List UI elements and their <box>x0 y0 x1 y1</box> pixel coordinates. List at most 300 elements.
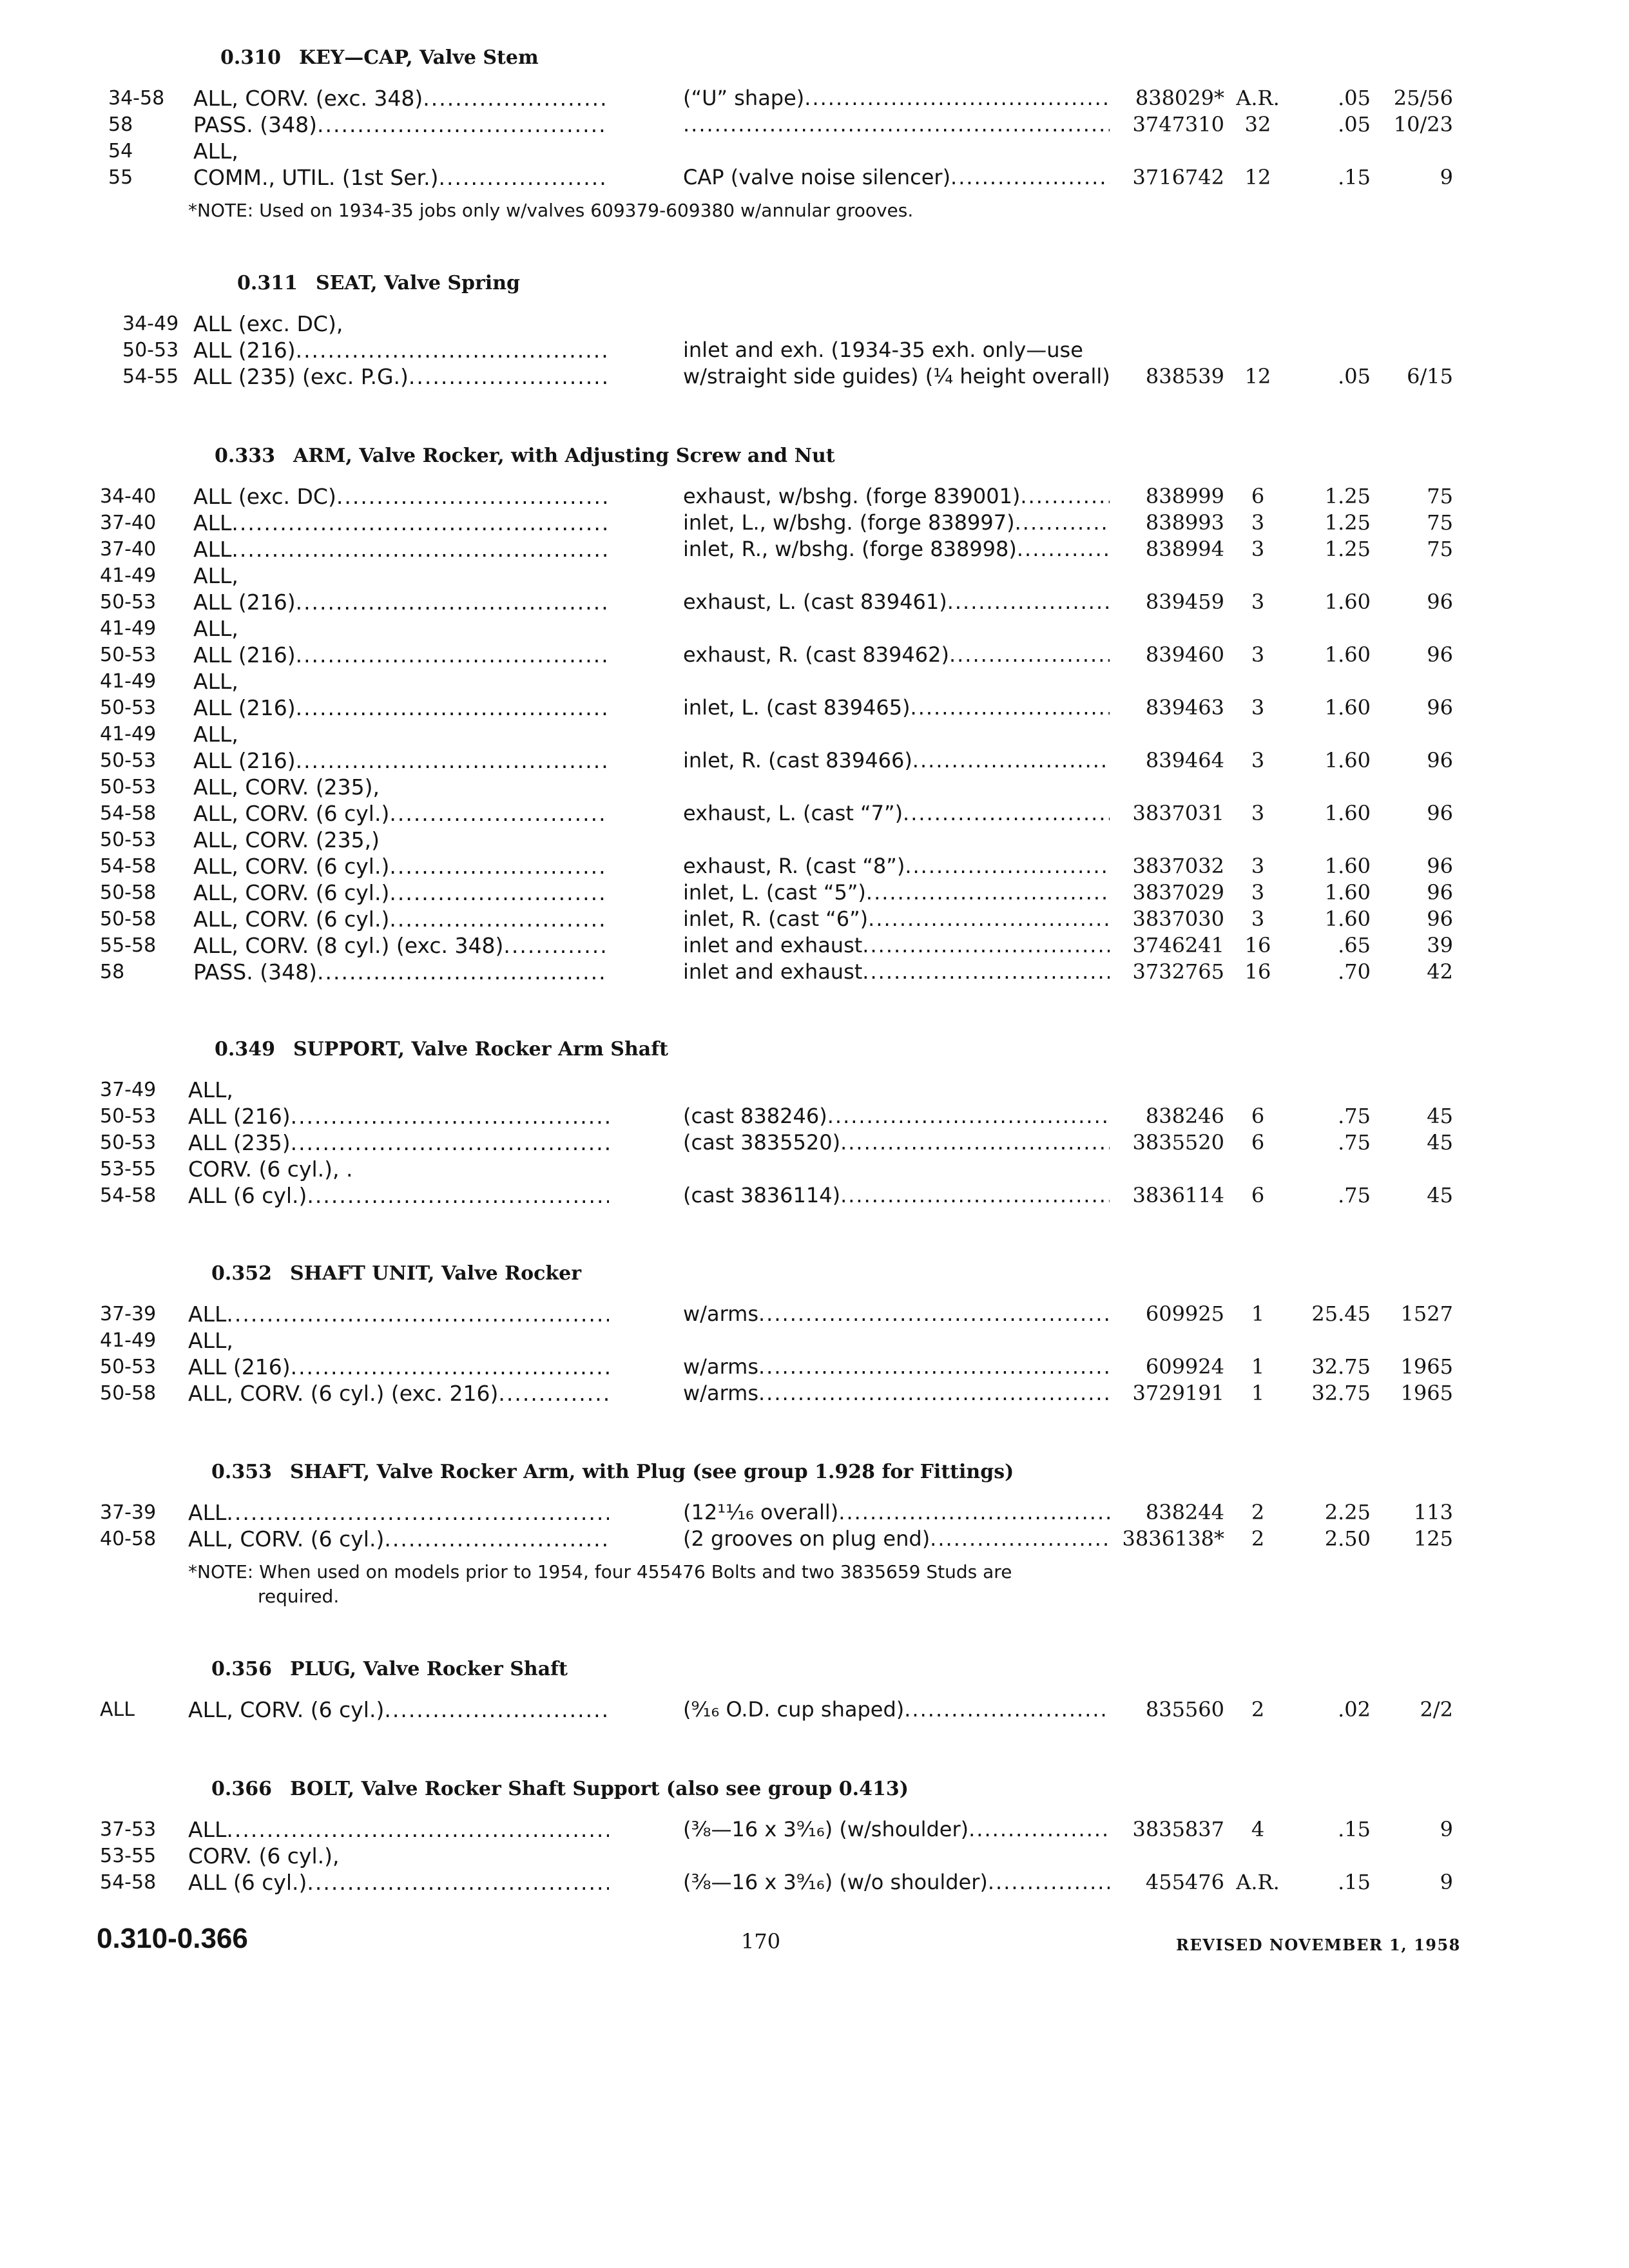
part-number: 838029* <box>1135 86 1224 110</box>
model-applicability <box>193 906 609 932</box>
net-price: 10/23 <box>1393 112 1453 137</box>
quantity: 12 <box>1244 165 1271 189</box>
part-number: 3746241 <box>1132 933 1224 957</box>
dot-leader <box>862 932 1110 959</box>
part-number: 3835520 <box>1132 1130 1224 1155</box>
dot-leader <box>226 1499 609 1526</box>
dot-leader <box>868 906 1110 932</box>
list-price: .15 <box>1338 1870 1371 1894</box>
quantity: A.R. <box>1236 86 1280 110</box>
group-title: SEAT, Valve Spring <box>315 272 520 294</box>
model-applicability-text: COMM., UTIL. (1st Ser.) <box>193 165 439 190</box>
part-number: 3716742 <box>1132 165 1224 189</box>
quantity: 32 <box>1244 112 1271 137</box>
part-description <box>683 164 1110 191</box>
dot-leader <box>827 1103 1110 1129</box>
part-number: 839464 <box>1145 748 1224 773</box>
part-description-text: inlet, L., w/bshg. (forge 838997) <box>683 510 1015 535</box>
model-applicability-text: ALL (216) <box>193 590 296 615</box>
part-description <box>683 483 1110 510</box>
part-description <box>683 1816 1110 1843</box>
dot-leader <box>317 959 609 985</box>
quantity: 3 <box>1251 748 1265 773</box>
model-applicability <box>193 311 609 337</box>
group-number: 0.349 <box>215 1038 275 1061</box>
model-applicability-text: PASS. (348) <box>193 959 317 985</box>
dot-leader <box>903 800 1110 827</box>
part-description-text: (⅜—16 x 3⁹⁄₁₆) (w/shoulder) <box>683 1817 969 1841</box>
parts-row <box>0 1301 1629 1327</box>
model-applicability-text: ALL <box>188 1500 227 1525</box>
net-price: 45 <box>1427 1104 1453 1128</box>
part-description-text: exhaust, R. (cast “8”) <box>683 854 905 878</box>
quantity: 6 <box>1251 1104 1265 1128</box>
part-number: 455476 <box>1145 1870 1224 1894</box>
dot-leader <box>911 695 1110 721</box>
part-description <box>683 589 1110 615</box>
dot-leader <box>231 536 609 562</box>
net-price: 75 <box>1427 484 1453 508</box>
dot-leader <box>1020 483 1110 510</box>
model-applicability <box>193 800 609 827</box>
part-description <box>683 111 1110 138</box>
model-years: 37-40 <box>100 512 157 534</box>
group-number: 0.352 <box>211 1262 272 1285</box>
part-description-text: exhaust, R. (cast 839462) <box>683 642 949 667</box>
dot-leader <box>389 879 609 906</box>
model-applicability <box>193 747 609 774</box>
part-description-text: exhaust, w/bshg. (forge 839001) <box>683 484 1021 508</box>
part-description <box>683 1696 1110 1723</box>
parts-row <box>0 1816 1629 1843</box>
model-years: 50-53 <box>100 1105 157 1128</box>
parts-row <box>0 1843 1629 1869</box>
model-applicability <box>193 774 609 800</box>
part-number: 838246 <box>1145 1104 1224 1128</box>
part-description-text: (cast 3836114) <box>683 1183 841 1207</box>
parts-row <box>0 906 1629 932</box>
model-applicability <box>193 853 609 879</box>
part-description <box>683 800 1110 827</box>
quantity: 3 <box>1251 590 1265 614</box>
model-years: 37-39 <box>100 1303 157 1325</box>
dot-leader <box>949 642 1110 668</box>
model-years: 41-49 <box>100 1329 157 1352</box>
section-header <box>0 1037 1629 1062</box>
dot-leader <box>336 483 609 510</box>
dot-leader <box>503 932 609 959</box>
parts-row <box>0 774 1629 800</box>
parts-row <box>0 1327 1629 1354</box>
model-applicability-text: ALL <box>193 510 232 535</box>
model-applicability <box>188 1327 609 1354</box>
model-years: 41-49 <box>100 564 157 587</box>
part-description-text: (12¹¹⁄₁₆ overall) <box>683 1500 839 1524</box>
net-price: 2/2 <box>1420 1697 1453 1722</box>
net-price: 96 <box>1427 880 1453 905</box>
part-description <box>683 642 1110 668</box>
catalog-section <box>0 443 1629 985</box>
quantity: 6 <box>1251 1183 1265 1207</box>
part-description <box>683 879 1110 906</box>
part-description-text: w/arms <box>683 1302 758 1326</box>
catalog-section <box>0 1261 1629 1407</box>
dot-leader <box>804 85 1110 111</box>
model-years: 50-53 <box>122 339 179 361</box>
model-years: 54-58 <box>100 1184 157 1207</box>
part-number: 839459 <box>1145 590 1224 614</box>
net-price: 1527 <box>1400 1302 1453 1326</box>
model-applicability-text: ALL, CORV. (235), <box>193 774 380 800</box>
group-range: 0.310-0.366 <box>97 1923 248 1954</box>
model-years: 37-39 <box>100 1501 157 1524</box>
model-years: 50-53 <box>100 644 157 666</box>
part-number: 3837032 <box>1132 854 1224 878</box>
model-applicability-text: ALL (216) <box>188 1354 291 1379</box>
parts-row <box>0 747 1629 774</box>
dot-leader <box>389 853 609 879</box>
dot-leader <box>291 1103 609 1129</box>
parts-row <box>0 1380 1629 1407</box>
group-number: 0.310 <box>220 46 281 69</box>
net-price: 6/15 <box>1407 364 1453 389</box>
model-applicability-text: CORV. (6 cyl.), . <box>188 1157 353 1182</box>
footnote <box>0 198 1629 223</box>
parts-row <box>0 1869 1629 1896</box>
part-number: 3732765 <box>1132 959 1224 984</box>
model-applicability-text: ALL, <box>193 139 238 164</box>
dot-leader <box>389 906 609 932</box>
part-description-text: (“U” shape) <box>683 86 805 110</box>
part-number: 609925 <box>1145 1302 1224 1326</box>
net-price: 9 <box>1440 1870 1453 1894</box>
model-applicability <box>193 483 609 510</box>
part-description <box>683 1526 1110 1552</box>
dot-leader <box>307 1869 609 1896</box>
group-title: SHAFT UNIT, Valve Rocker <box>289 1262 582 1285</box>
quantity: 3 <box>1251 880 1265 905</box>
dot-leader <box>947 589 1110 615</box>
model-years: 58 <box>108 113 133 136</box>
net-price: 1965 <box>1400 1381 1453 1405</box>
parts-row <box>0 695 1629 721</box>
model-applicability-text: ALL, CORV. (6 cyl.) (exc. 216) <box>188 1381 499 1406</box>
part-description-text: (⅜—16 x 3⁹⁄₁₆) (w/o shoulder) <box>683 1870 988 1894</box>
net-price: 96 <box>1427 590 1453 614</box>
list-price: .15 <box>1338 1817 1371 1841</box>
part-description <box>683 1182 1110 1209</box>
model-years: 50-53 <box>100 591 157 613</box>
revision-date: REVISED NOVEMBER 1, 1958 <box>1176 1936 1461 1954</box>
parts-row <box>0 483 1629 510</box>
quantity: A.R. <box>1236 1870 1280 1894</box>
dot-leader <box>226 1301 609 1327</box>
list-price: 1.25 <box>1324 484 1371 508</box>
model-years: 37-40 <box>100 538 157 561</box>
model-applicability <box>193 510 609 536</box>
model-applicability <box>193 695 609 721</box>
catalog-section <box>0 1657 1629 1723</box>
list-price: .75 <box>1338 1104 1371 1128</box>
list-price: 1.25 <box>1324 510 1371 535</box>
group-number: 0.311 <box>237 272 298 294</box>
model-applicability-text: ALL, CORV. (6 cyl.) <box>193 907 390 932</box>
part-description-text: inlet and exh. (1934-35 exh. only—use <box>683 338 1083 362</box>
part-description <box>683 959 1110 985</box>
part-description-text: (2 grooves on plug end) <box>683 1526 930 1551</box>
model-applicability-text: ALL (216) <box>193 642 296 668</box>
part-description-text: (⁹⁄₁₆ O.D. cup shaped) <box>683 1697 905 1722</box>
model-applicability-text: ALL, <box>188 1077 233 1102</box>
net-price: 96 <box>1427 642 1453 667</box>
dot-leader <box>840 1182 1110 1209</box>
model-applicability <box>193 85 609 111</box>
model-years: 55 <box>108 166 133 189</box>
model-applicability-text: ALL <box>188 1817 227 1842</box>
parts-row <box>0 1129 1629 1156</box>
list-price: .75 <box>1338 1183 1371 1207</box>
part-number: 838539 <box>1145 364 1224 389</box>
quantity: 6 <box>1251 484 1265 508</box>
model-applicability <box>188 1129 609 1156</box>
group-title: PLUG, Valve Rocker Shaft <box>289 1658 568 1680</box>
parts-row <box>0 668 1629 695</box>
group-title: SUPPORT, Valve Rocker Arm Shaft <box>293 1038 668 1061</box>
model-applicability-text: ALL, CORV. (8 cyl.) (exc. 348) <box>193 933 504 958</box>
model-years: 41-49 <box>100 670 157 693</box>
dot-leader <box>384 1526 609 1552</box>
part-description <box>683 906 1110 932</box>
section-header <box>0 443 1629 469</box>
model-applicability <box>188 1182 609 1209</box>
model-applicability <box>193 615 609 642</box>
dot-leader <box>291 1129 609 1156</box>
model-years: 50-53 <box>100 1131 157 1154</box>
net-price: 25/56 <box>1393 86 1453 110</box>
quantity: 2 <box>1251 1526 1265 1551</box>
part-number: 3836138* <box>1122 1526 1224 1551</box>
model-applicability-text: ALL (235) <box>188 1130 291 1155</box>
dot-leader <box>905 853 1110 879</box>
part-description <box>683 536 1110 562</box>
quantity: 16 <box>1244 959 1271 984</box>
parts-row <box>0 1182 1629 1209</box>
part-number: 839460 <box>1145 642 1224 667</box>
catalog-section <box>0 45 1629 223</box>
dot-leader <box>226 1816 609 1843</box>
list-price: 1.60 <box>1324 590 1371 614</box>
dot-leader <box>904 1696 1110 1723</box>
list-price: 1.60 <box>1324 907 1371 931</box>
section-header <box>0 1261 1629 1287</box>
part-description <box>683 932 1110 959</box>
net-price: 96 <box>1427 801 1453 825</box>
group-number: 0.333 <box>215 445 275 467</box>
part-description-text: exhaust, L. (cast “7”) <box>683 801 903 825</box>
model-applicability <box>188 1156 609 1182</box>
model-applicability-text: ALL, CORV. (6 cyl.) <box>193 801 390 826</box>
quantity: 1 <box>1251 1354 1265 1379</box>
model-applicability-text: ALL <box>193 537 232 562</box>
part-description-text: inlet, R. (cast 839466) <box>683 748 912 773</box>
model-applicability <box>188 1696 609 1723</box>
model-years: 40-58 <box>100 1528 157 1550</box>
parts-row <box>0 85 1629 111</box>
list-price: .05 <box>1338 112 1371 137</box>
parts-row <box>0 1156 1629 1182</box>
model-applicability-text: ALL, CORV. (6 cyl.) <box>188 1526 385 1552</box>
quantity: 1 <box>1251 1381 1265 1405</box>
footnote-line: *NOTE: Used on 1934-35 jobs only w/valves 609379-609380 w/annular grooves. <box>188 200 914 221</box>
model-years: 50-53 <box>100 1356 157 1378</box>
list-price: 32.75 <box>1311 1381 1371 1405</box>
model-applicability <box>188 1354 609 1380</box>
model-applicability <box>193 164 609 191</box>
group-title: KEY—CAP, Valve Stem <box>298 46 539 69</box>
model-applicability-text: ALL (235) (exc. P.G.) <box>193 364 409 389</box>
catalog-section <box>0 271 1629 390</box>
model-years: 37-49 <box>100 1079 157 1101</box>
list-price: .05 <box>1338 364 1371 389</box>
net-price: 9 <box>1440 1817 1453 1841</box>
list-price: .02 <box>1338 1697 1371 1722</box>
model-applicability-text: ALL (216) <box>188 1104 291 1129</box>
model-applicability-text: ALL (216) <box>193 695 296 720</box>
model-years: 50-58 <box>100 908 157 930</box>
model-years: 50-58 <box>100 1382 157 1405</box>
part-description-text: exhaust, L. (cast 839461) <box>683 590 947 614</box>
dot-leader <box>389 800 609 827</box>
model-applicability-text: ALL, <box>193 722 238 747</box>
dot-leader <box>1017 536 1110 562</box>
model-years: 58 <box>100 961 125 983</box>
part-description-text: inlet, L. (cast “5”) <box>683 880 866 905</box>
list-price: 1.25 <box>1324 537 1371 561</box>
net-price: 125 <box>1413 1526 1453 1551</box>
model-years: 54-58 <box>100 802 157 825</box>
list-price: .05 <box>1338 86 1371 110</box>
dot-leader <box>409 363 609 390</box>
model-years: 41-49 <box>100 617 157 640</box>
quantity: 3 <box>1251 537 1265 561</box>
model-applicability <box>193 959 609 985</box>
model-applicability-text: ALL, CORV. (exc. 348) <box>193 86 423 111</box>
part-number: 3836114 <box>1132 1183 1224 1207</box>
dot-leader <box>912 747 1110 774</box>
dot-leader <box>758 1380 1110 1407</box>
net-price: 75 <box>1427 510 1453 535</box>
model-applicability-text: ALL, CORV. (235,) <box>193 827 380 852</box>
model-applicability-text: ALL (216) <box>193 338 296 363</box>
quantity: 12 <box>1244 364 1271 389</box>
parts-row <box>0 1354 1629 1380</box>
parts-row <box>0 363 1629 390</box>
list-price: 1.60 <box>1324 801 1371 825</box>
model-years: 53-55 <box>100 1845 157 1867</box>
dot-leader <box>291 1354 609 1380</box>
list-price: .70 <box>1338 959 1371 984</box>
model-years: 54-58 <box>100 855 157 878</box>
dot-leader <box>838 1499 1110 1526</box>
net-price: 42 <box>1427 959 1453 984</box>
dot-leader <box>683 111 1110 138</box>
model-applicability <box>188 1301 609 1327</box>
part-description <box>683 1869 1110 1896</box>
model-years: 34-49 <box>122 312 179 335</box>
model-applicability <box>193 562 609 589</box>
part-number: 838994 <box>1145 537 1224 561</box>
model-applicability <box>193 363 609 390</box>
model-years: 34-58 <box>108 87 165 110</box>
net-price: 75 <box>1427 537 1453 561</box>
quantity: 4 <box>1251 1817 1265 1841</box>
part-description-text: (cast 838246) <box>683 1104 827 1128</box>
model-applicability-text: ALL, <box>193 616 238 641</box>
model-applicability-text: ALL (6 cyl.) <box>188 1870 307 1895</box>
quantity: 6 <box>1251 1130 1265 1155</box>
model-applicability-text: ALL, CORV. (6 cyl.) <box>193 854 390 879</box>
part-description-text: inlet and exhaust <box>683 959 863 984</box>
part-description <box>683 1103 1110 1129</box>
part-description <box>683 1380 1110 1407</box>
model-applicability <box>193 337 609 363</box>
dot-leader <box>930 1526 1110 1552</box>
part-number: 609924 <box>1145 1354 1224 1379</box>
dot-leader <box>296 589 609 615</box>
part-description-text: inlet, L. (cast 839465) <box>683 695 911 720</box>
dot-leader <box>307 1182 609 1209</box>
parts-row <box>0 721 1629 747</box>
net-price: 1965 <box>1400 1354 1453 1379</box>
parts-row <box>0 510 1629 536</box>
part-description <box>683 363 1110 390</box>
parts-row <box>0 932 1629 959</box>
dot-leader <box>317 111 609 138</box>
model-applicability-text: ALL, CORV. (6 cyl.) <box>188 1697 385 1722</box>
quantity: 3 <box>1251 642 1265 667</box>
model-years: ALL <box>100 1698 135 1721</box>
part-description <box>683 1354 1110 1380</box>
model-applicability <box>188 1869 609 1896</box>
parts-row <box>0 827 1629 853</box>
parts-row <box>0 1526 1629 1552</box>
dot-leader <box>988 1869 1110 1896</box>
parts-row <box>0 337 1629 363</box>
quantity: 1 <box>1251 1302 1265 1326</box>
dot-leader <box>438 164 609 191</box>
model-applicability <box>188 1816 609 1843</box>
model-applicability <box>188 1499 609 1526</box>
net-price: 113 <box>1413 1500 1453 1524</box>
model-applicability <box>193 536 609 562</box>
dot-leader <box>296 747 609 774</box>
part-description-text: inlet, R. (cast “6”) <box>683 907 869 931</box>
model-applicability <box>193 668 609 695</box>
quantity: 3 <box>1251 907 1265 931</box>
model-applicability <box>188 1526 609 1552</box>
model-years: 54-58 <box>100 1871 157 1894</box>
model-years: 54 <box>108 140 133 162</box>
parts-row <box>0 111 1629 138</box>
group-number: 0.353 <box>211 1461 272 1483</box>
model-applicability <box>193 827 609 853</box>
dot-leader <box>384 1696 609 1723</box>
part-description <box>683 1129 1110 1156</box>
part-description-text: inlet and exhaust <box>683 933 863 957</box>
model-applicability <box>188 1380 609 1407</box>
list-price: 1.60 <box>1324 748 1371 773</box>
model-applicability-text: ALL (216) <box>193 748 296 773</box>
